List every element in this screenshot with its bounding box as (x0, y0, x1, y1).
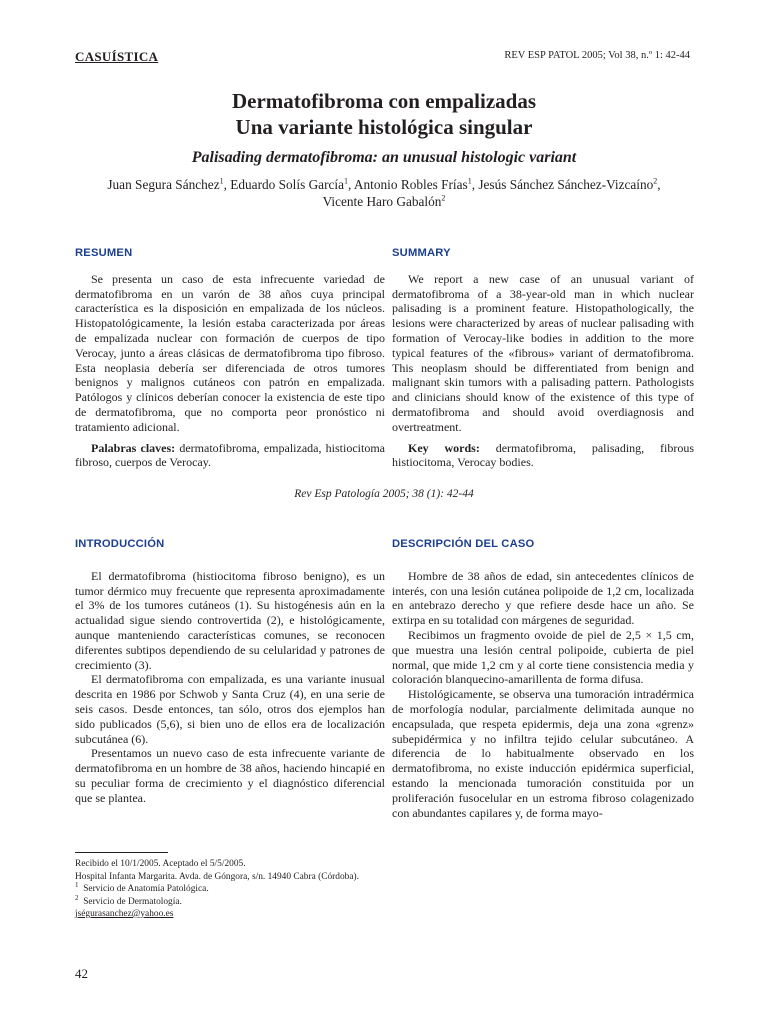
author-separator: , (471, 177, 479, 192)
affiliation-mark: 1 (75, 880, 79, 889)
author-name: Eduardo Solís García (230, 177, 344, 192)
resumen-text: Se presenta un caso de esta infrecuente variedad de dermatofibroma en un varón de 38 años cuya principal característica es la disposición en empalizada de los núcleos. Histopatológicamente, la lesión estaba caracterizada por áreas de empalizada nuclear con formación de cuerpos de tipo Verocay, junto a áreas clásicas de dermatofibroma tipo fibroso. Esta neoplasia debería ser diferenciada de otros tumores benignos y malignos cutáneos con patrón en empalizada. Patólogos y clínicos deberían conocer la existencia de este tipo de dermatofibroma, que no comporta peor pronóstico ni tratamiento adicional. (75, 271, 385, 434)
author-affiliation-mark: 1 (467, 176, 472, 186)
author-name: Vicente Haro Gabalón (322, 194, 442, 209)
body-paragraph: El dermatofibroma (histiocitoma fibroso benigno), es un tumor dérmico muy frecuente que representa aproximadamente el 3% de los tumores cutáneos (1). Su histogénesis aún en la actualidad sigue siendo controvertida (2), e histológicamente, aunque manteniendo características comunes, se reconocen diferentes subtipos dependiendo de su celularidad y patrones de crecimiento (3). (75, 568, 385, 672)
resumen-keywords (75, 441, 385, 471)
hospital-address: Hospital Infanta Margarita. Avda. de Góngora, s/n. 14940 Cabra (Córdoba). (75, 871, 359, 882)
author-affiliation-mark: 2 (441, 193, 446, 203)
author-name: Jesús Sánchez Sánchez-Vizcaíno (478, 177, 654, 192)
body-paragraph: Presentamos un nuevo caso de esta infrecuente variante de dermatofibroma en un hombre de 38 años, haciendo hincapié en su peculiar forma de crecimiento y el diagnóstico diferencial que se plantea. (75, 746, 385, 805)
contact-email-link[interactable]: jségurasanchez@yahoo.es (75, 909, 174, 919)
author-separator: , (348, 177, 354, 192)
contact-email-line (75, 908, 475, 921)
author-separator: , (223, 177, 231, 192)
page-number: 42 (75, 966, 88, 981)
body-paragraph: Histológicamente, se observa una tumoración intradérmica de morfología nodular, parcialmente delimitada aunque no encapsulada, que respeta epidermis, deja una zona «grenz» subepidérmica y no infiltra tejido celular subcutáneo. A diferencia de lo habitualmente observado en los dermatofibroma, no existe inducción epidérmica superficial, estando la mencionada tumoración constituida por un proliferación fusocelular en un estroma fibroso colagenizado con abundantes capilares y, de forma mayo- (392, 687, 694, 820)
author-name: Juan Segura Sánchez (107, 177, 220, 192)
author-affiliation-mark: 1 (344, 176, 348, 186)
title-spanish-line-1: Dermatofibroma con empalizadas (231, 89, 537, 113)
keywords-list: dermatofibroma, empalizada, histiocitoma fibroso, cuerpos de Verocay. (75, 440, 385, 470)
descripcion-section (392, 537, 694, 820)
author-name: Antonio Robles Frías (353, 177, 468, 192)
affiliation-1 (75, 880, 475, 896)
resumen-heading: RESUMEN (75, 247, 133, 259)
summary-text: We report a new case of an unusual variant of dermatofibroma of a 38-year-old man in which nuclear palisading is a prominent feature. Histopathologically, the lesions were characterized by areas of nuclear palisading with formation of Verocay-like bodies in addition to the more typical features of the «fibrous» variant of dermatofibroma. This neoplasm should be differentiated from benign and malignant skin tumors with a palisading pattern. Pathologists and clinicians should know of the existence of this type of dermatofibroma and should avoid overdiagnosis and overtreatment. (392, 271, 694, 434)
affiliation-mark: 2 (75, 893, 79, 902)
body-paragraph: El dermatofibroma con empalizada, es una variante inusual descrita en 1986 por Schwob y Santa Cruz (4), en una serie de seis casos. Desde entonces, tan sólo, otros dos ejemplos han sido publicados (5,6), si bien uno de ellos era de localización subcutánea (6). (75, 672, 385, 746)
summary-section (392, 246, 694, 470)
summary-heading: SUMMARY (392, 247, 451, 259)
keywords-label: Palabras claves: (91, 440, 176, 455)
keywords-label: Key words: (408, 440, 480, 455)
body-paragraph: Hombre de 38 años de edad, sin antecedentes clínicos de interés, con una lesión cutánea polipoide de 1,2 cm, localizada en antebrazo derecho y que refiere desde hace un año. Se extirpa en su totalidad con márgenes de seguridad. (392, 568, 694, 628)
author-affiliation-mark: 2 (653, 176, 658, 186)
received-date: Recibido el 10/1/2005. Aceptado el 5/5/2005. (75, 859, 246, 869)
resumen-section (75, 246, 385, 470)
body-paragraph: Recibimos un fragmento ovoide de piel de 2,5 × 1,5 cm, que muestra una lesión central polipoide, cubierta de piel normal, que mide 1,2 cm y al corte tiene consistencia media y coloración blanquecino-amarillenta de forma difusa. (392, 627, 694, 687)
author-list (64, 176, 704, 210)
footnote-divider (75, 852, 168, 853)
affiliation-text: Servicio de Dermatología. (83, 896, 182, 907)
summary-keywords (392, 441, 694, 471)
title-english: Palisading dermatofibroma: an unusual histologic variant (191, 149, 577, 166)
affiliation-2 (75, 893, 475, 909)
journal-reference: REV ESP PATOL 2005; Vol 38, n.º 1: 42-44 (504, 50, 690, 61)
introduccion-section (75, 537, 385, 806)
affiliation-text: Servicio de Anatomía Patológica. (83, 884, 209, 894)
author-affiliation-mark: 1 (219, 176, 224, 186)
keywords-list: dermatofibroma, palisading, fibrous histiocitoma, Verocay bodies. (392, 440, 694, 470)
title-block (0, 88, 768, 210)
journal-citation: Rev Esp Patología 2005; 38 (1): 42-44 (294, 488, 474, 500)
footnotes (75, 858, 475, 921)
descripcion-heading: DESCRIPCIÓN DEL CASO (392, 538, 535, 550)
author-separator: , (657, 177, 661, 192)
title-spanish-line-2: Una variante histológica singular (235, 115, 533, 139)
introduccion-heading: INTRODUCCIÓN (75, 538, 165, 550)
section-label: CASUÍSTICA (75, 49, 159, 64)
